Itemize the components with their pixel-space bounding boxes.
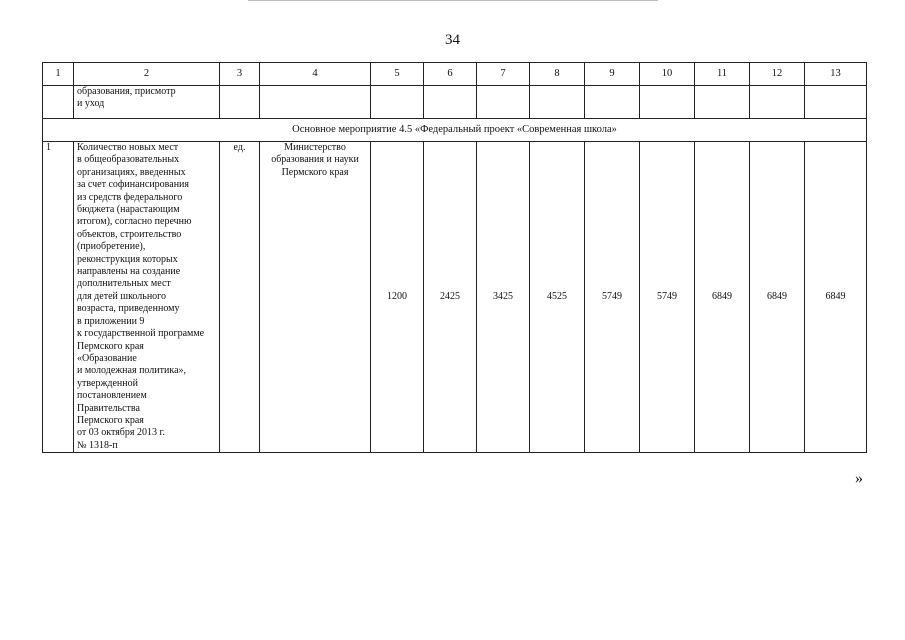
row-number: 1 bbox=[43, 142, 74, 453]
column-header: 2 bbox=[74, 63, 220, 86]
section-row bbox=[43, 119, 867, 142]
value-cell: 5749 bbox=[640, 142, 695, 453]
table-cell bbox=[477, 86, 530, 119]
section-title: Основное мероприятие 4.5 «Федеральный проект «Современная школа» bbox=[43, 119, 867, 142]
table-cell bbox=[43, 86, 74, 119]
column-header: 3 bbox=[220, 63, 260, 86]
value-cell: 6849 bbox=[750, 142, 805, 453]
value-cell: 4525 bbox=[530, 142, 585, 453]
column-header: 13 bbox=[805, 63, 867, 86]
table-cell bbox=[750, 86, 805, 119]
column-header: 1 bbox=[43, 63, 74, 86]
value-cell: 5749 bbox=[585, 142, 640, 453]
column-header: 4 bbox=[260, 63, 371, 86]
table-row bbox=[43, 142, 867, 453]
column-header: 7 bbox=[477, 63, 530, 86]
column-header: 6 bbox=[424, 63, 477, 86]
table-cell bbox=[424, 86, 477, 119]
responsible-executor: Министерство образования и науки Пермского края bbox=[260, 142, 371, 453]
unit-cell: ед. bbox=[220, 142, 260, 453]
column-header: 9 bbox=[585, 63, 640, 86]
column-header: 5 bbox=[371, 63, 424, 86]
continuation-text: образования, присмотр и уход bbox=[74, 86, 220, 119]
table-cell bbox=[585, 86, 640, 119]
table-cell bbox=[530, 86, 585, 119]
column-header: 10 bbox=[640, 63, 695, 86]
column-header: 11 bbox=[695, 63, 750, 86]
table-cell bbox=[220, 86, 260, 119]
column-header: 8 bbox=[530, 63, 585, 86]
table-cell bbox=[260, 86, 371, 119]
top-edge-line bbox=[248, 0, 658, 1]
continuation-row bbox=[43, 86, 867, 119]
indicators-table bbox=[42, 62, 867, 453]
value-cell: 2425 bbox=[424, 142, 477, 453]
column-header: 12 bbox=[750, 63, 805, 86]
table-cell bbox=[695, 86, 750, 119]
value-cell: 1200 bbox=[371, 142, 424, 453]
value-cell: 6849 bbox=[695, 142, 750, 453]
column-header-row bbox=[43, 63, 867, 86]
value-cell: 6849 bbox=[805, 142, 867, 453]
indicator-name: Количество новых мест в общеобразовательных организациях, введенных за счет софинансирования из средств федерального бюджета (нарастающим итогом), согласно перечню объектов, строительство (приобретение), реконструкция которых направлены на создание дополнительных мест для детей школьного возраста, приведенному в приложении 9 к государственной программе Пермского края «Образование и молодежная политика», утвержденной постановлением Правительства Пермского края от 03 октября 2013 г. № 1318-п bbox=[74, 142, 220, 453]
closing-quote-mark: » bbox=[855, 470, 863, 487]
table-cell bbox=[805, 86, 867, 119]
table-cell bbox=[640, 86, 695, 119]
page-number: 34 bbox=[445, 32, 460, 48]
value-cell: 3425 bbox=[477, 142, 530, 453]
table-cell bbox=[371, 86, 424, 119]
